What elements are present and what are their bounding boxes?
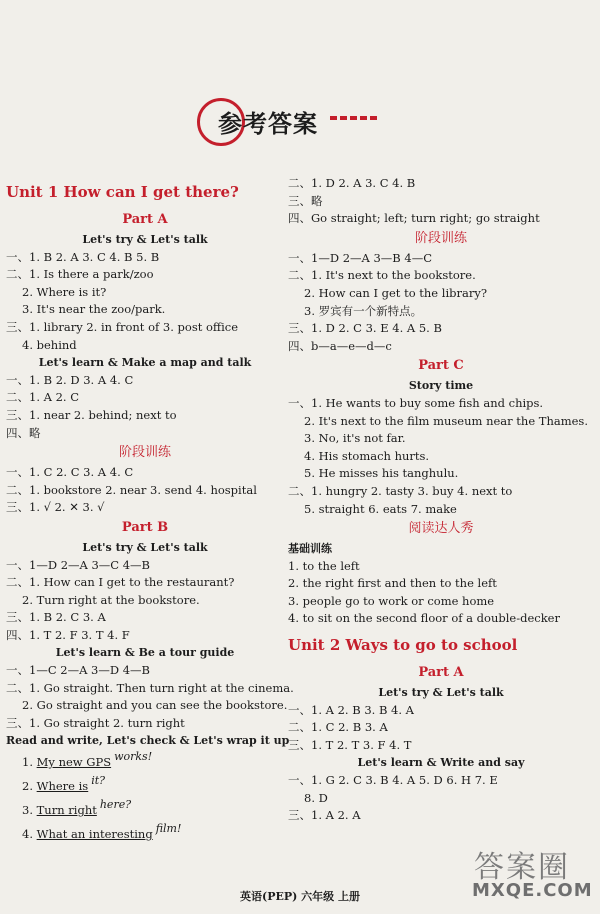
answer-line: 阅读达人秀: [408, 521, 474, 537]
answer-number: 1.: [22, 755, 33, 770]
answer-line: 2. Turn right at the bookstore.: [22, 592, 200, 607]
answer-number: 4.: [22, 827, 33, 842]
answer-line: Part B: [121, 519, 169, 535]
answer-line: 4. to sit on the second floor of a double-decker: [288, 611, 560, 626]
answer-line: 二、1. How can I get to the restaurant?: [6, 575, 235, 590]
answer-line: 一、1—D 2—A 3—C 4—B: [6, 557, 151, 572]
answer-line: 阶段训练: [414, 230, 467, 246]
answer-line: 三、1. D 2. C 3. E 4. A 5. B: [288, 321, 442, 336]
answer-line: 4. His stomach hurts.: [304, 448, 430, 463]
handwritten-word: film!: [155, 822, 182, 836]
page-title: 参考答案: [218, 110, 318, 138]
watermark-logo-icon: 答案圈: [474, 850, 570, 885]
handwritten-answer-line: [6, 774, 284, 798]
answer-line: Read and write, Let's check & Let's wrap it up: [6, 734, 290, 748]
answer-line: 一、1. C 2. C 3. A 4. C: [6, 465, 134, 480]
answer-line: 8. D: [304, 790, 328, 805]
answer-line: 二、1. Go straight. Then turn right at the cinema.: [6, 680, 294, 695]
underlined-answer-text: My new GPS: [36, 755, 112, 770]
left-column: [6, 175, 294, 846]
handwritten-word: works!: [114, 750, 153, 764]
answer-line: 二、1. It's next to the bookstore.: [288, 268, 476, 283]
answer-line: 二、1. C 2. B 3. A: [288, 720, 388, 735]
answer-line: 4. behind: [22, 337, 77, 352]
answer-line: 3. 罗宾有一个新特点。: [304, 303, 423, 318]
answer-line: 3. No, it's not far.: [304, 431, 406, 446]
answer-line: Part A: [418, 665, 464, 681]
answer-line: 二、1. bookstore 2. near 3. send 4. hospital: [6, 482, 257, 497]
answer-line: 2. the right first and then to the left: [288, 576, 497, 591]
handwritten-word: here?: [99, 798, 132, 812]
answer-line: Part C: [418, 358, 464, 374]
answer-line: 2. Go straight and you can see the bookstore.: [22, 698, 288, 713]
answer-line: 三、1. B 2. C 3. A: [6, 610, 106, 625]
handwritten-answer-line: [6, 750, 284, 774]
answer-line: 3. It's near the zoo/park.: [22, 302, 166, 317]
answer-line: 二、1. D 2. A 3. C 4. B: [288, 176, 416, 190]
answer-line: 5. He misses his tanghulu.: [304, 466, 459, 481]
answer-line: 二、1. A 2. C: [6, 390, 80, 405]
answer-line: 一、1—D 2—A 3—B 4—C: [288, 250, 433, 265]
answer-line: 一、1. B 2. D 3. A 4. C: [6, 372, 134, 387]
underlined-answer-text: What an interesting: [36, 827, 153, 842]
answer-line: 一、1. A 2. B 3. B 4. A: [288, 702, 414, 717]
right-column: [288, 175, 594, 825]
answer-line: Story time: [408, 379, 474, 393]
answer-number: 2.: [22, 779, 33, 794]
answer-line: 2. Where is it?: [22, 284, 107, 299]
answer-line: Part A: [122, 212, 168, 227]
answer-line: Let's learn & Write and say: [357, 756, 525, 770]
answer-key-header: [0, 92, 600, 152]
answer-line: Unit 2 Ways to go to school: [288, 636, 518, 655]
answer-line: 一、1. B 2. A 3. C 4. B 5. B: [6, 249, 160, 264]
answer-line: Unit 1 How can I get there?: [6, 183, 239, 201]
answer-line: 三、1. T 2. T 3. F 4. T: [288, 737, 412, 752]
handwritten-word: it?: [91, 774, 106, 788]
answer-line: Let's try & Let's talk: [378, 686, 504, 700]
answer-line: 三、略: [288, 193, 323, 208]
answer-line: 一、1—C 2—A 3—D 4—B: [6, 663, 151, 678]
answer-line: 三、1. library 2. in front of 3. post office: [6, 319, 239, 334]
answer-line: 三、1. near 2. behind; next to: [6, 407, 177, 422]
header-dash-ornament: [330, 116, 377, 120]
answer-line: 1. to the left: [288, 558, 360, 573]
answer-line: 四、Go straight; left; turn right; go straight: [288, 211, 540, 226]
page-footer: 英语(PEP) 六年级 上册: [240, 890, 360, 903]
answer-number: 3.: [22, 803, 33, 818]
answer-line: 四、b—a—e—d—c: [288, 338, 392, 353]
answer-line: 阶段训练: [118, 445, 171, 461]
watermark: [466, 842, 594, 908]
handwritten-answer-line: [6, 822, 284, 846]
answer-line: 3. people go to work or come home: [288, 593, 495, 608]
answer-line: 三、1. √ 2. ✕ 3. √: [6, 500, 105, 515]
answer-line: Let's try & Let's talk: [82, 540, 208, 554]
answer-line: 5. straight 6. eats 7. make: [304, 501, 457, 516]
answer-line: 基础训练: [288, 542, 332, 556]
answer-line: 四、1. T 2. F 3. T 4. F: [6, 627, 130, 642]
underlined-answer-text: Turn right: [36, 803, 97, 818]
answer-line: 三、1. A 2. A: [288, 808, 361, 823]
underlined-answer-text: Where is: [36, 779, 89, 794]
answer-line: Let's try & Let's talk: [82, 233, 208, 246]
answer-line: 三、1. Go straight 2. turn right: [6, 715, 185, 730]
answer-line: 四、略: [6, 425, 41, 440]
answer-line: Let's learn & Be a tour guide: [55, 646, 235, 660]
watermark-text: MXQE.COM: [472, 880, 593, 901]
answer-line: 一、1. G 2. C 3. B 4. A 5. D 6. H 7. E: [288, 773, 498, 788]
answer-line: 一、1. He wants to buy some fish and chips.: [288, 395, 544, 410]
answer-line: 2. It's next to the film museum near the Thames.: [304, 413, 588, 428]
answer-line: Let's learn & Make a map and talk: [38, 356, 252, 370]
answer-line: 2. How can I get to the library?: [304, 285, 488, 300]
answer-line: 二、1. hungry 2. tasty 3. buy 4. next to: [288, 483, 513, 498]
handwritten-answer-line: [6, 798, 284, 822]
answer-line: 二、1. Is there a park/zoo: [6, 267, 154, 282]
